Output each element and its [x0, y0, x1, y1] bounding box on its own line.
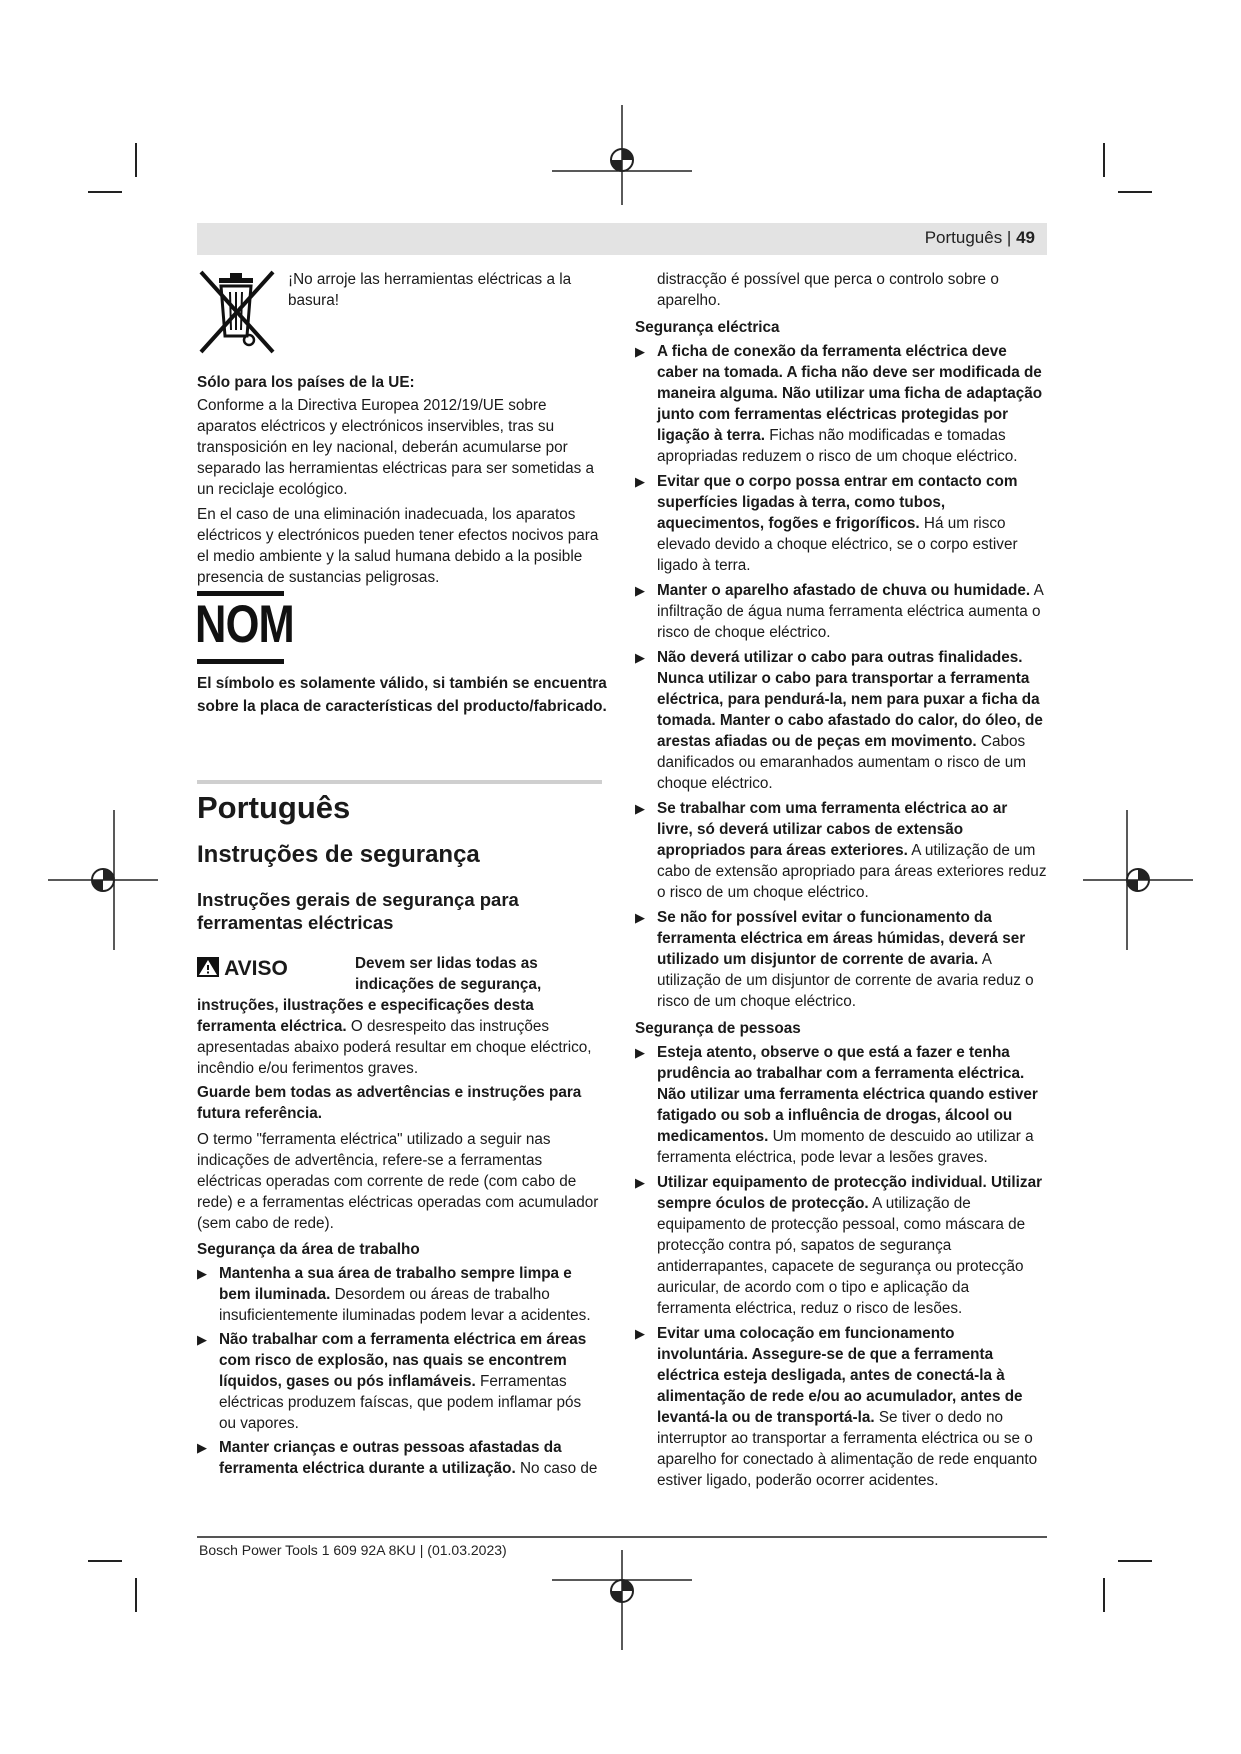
- bullet-text: A infiltração de água numa ferramenta eléctrica aumenta o risco de choque eléctrico.: [657, 582, 1043, 641]
- footer-text: Bosch Power Tools 1 609 92A 8KU | (01.03.2023): [199, 1542, 507, 1558]
- section-divider: [197, 780, 602, 784]
- bullet-arrow-icon: ▶: [635, 1326, 645, 1341]
- bullet-bold: Manter crianças e outras pessoas afastadas da ferramenta eléctrica durante a utilização.: [219, 1439, 562, 1477]
- bullet-arrow-icon: ▶: [635, 910, 645, 925]
- warning-bold-1: Devem ser lidas todas as indicações de segurança,: [355, 955, 542, 993]
- electrical-bullet-6: [635, 907, 1047, 1012]
- bullet-arrow-icon: ▶: [635, 650, 645, 665]
- bullet-bold: Se trabalhar com uma ferramenta eléctrica ao ar livre, só deverá utilizar cabos de extensão apropriados para áreas exteriores.: [657, 800, 1008, 859]
- electrical-bullet-1: [635, 341, 1047, 467]
- eu-paragraph-1: Conforme a la Directiva Europea 2012/19/UE sobre aparatos eléctricos y electrónicos inservibles, tras su transposición en ley nacional, deberán acumularse por separado las herramientas eléctricas para ser sometidas a un reciclaje ecológico.: [197, 397, 595, 498]
- bullet-bold: Utilizar equipamento de protecção individual. Utilizar sempre óculos de protecção.: [657, 1174, 1043, 1212]
- crop-mark-bottom-left-h: [88, 1560, 122, 1562]
- electrical-heading: Segurança eléctrica: [635, 319, 780, 336]
- electrical-bullet-4: [635, 647, 1047, 794]
- work-area-bullet-1: [197, 1263, 602, 1326]
- bullet-arrow-icon: ▶: [635, 583, 645, 598]
- warning-paragraph: [197, 995, 602, 1079]
- bullet-text: Se tiver o dedo no interruptor ao transportar a ferramenta eléctrica ou se o aparelho for conectado à alimentação de rede enquanto estiver ligado, poderão ocorrer acidentes.: [657, 1409, 1038, 1489]
- bullet-text: A utilização de um cabo de extensão apropriado para áreas exteriores reduz o risco de um choque eléctrico.: [657, 842, 1047, 901]
- crop-mark-top-right-h: [1118, 191, 1152, 193]
- bullet-bold: Manter o aparelho afastado de chuva ou humidade.: [657, 582, 1031, 599]
- left-column-eu-block: [197, 372, 602, 588]
- bullet-bold: Mantenha a sua área de trabalho sempre limpa e bem iluminada.: [219, 1265, 572, 1303]
- nom-logo-text: NOM: [195, 595, 294, 654]
- crop-mark-top-left-h: [88, 191, 122, 193]
- warning-label-text: AVISO: [224, 957, 288, 980]
- weee-text: ¡No arroje las herramientas eléctricas a la basura!: [288, 271, 572, 309]
- work-area-bullet-2: [197, 1329, 602, 1434]
- bullet-bold: Esteja atento, observe o que está a fazer e tenha prudência ao trabalhar com a ferramenta eléctrica. Não utilizar uma ferramenta eléctrica quando estiver fatigado ou sob a influência de drogas, álcool ou medicamentos.: [657, 1044, 1038, 1145]
- registration-mark-left-icon: [48, 810, 158, 950]
- bullet-arrow-icon: ▶: [635, 474, 645, 489]
- nom-note: El símbolo es solamente válido, si también se encuentra sobre la placa de características del producto/fabricado.: [197, 675, 607, 715]
- weee-crossed-bin-icon: [197, 268, 279, 358]
- portuguese-title: Português: [197, 790, 351, 825]
- keep-instructions: Guarde bem todas as advertências e instruções para futura referência.: [197, 1084, 582, 1122]
- right-column: [635, 269, 1047, 1491]
- registration-mark-top-icon: [552, 105, 692, 205]
- bullet-arrow-icon: ▶: [197, 1266, 207, 1281]
- page-number: 49: [1016, 228, 1035, 247]
- footer-rule: [197, 1536, 1047, 1538]
- bullet-text: Há um risco elevado devido a choque eléctrico, se o corpo estiver ligado à terra.: [657, 515, 1018, 574]
- work-area-heading: Segurança da área de trabalho: [197, 1241, 420, 1258]
- warning-text: O desrespeito das instruções apresentadas abaixo poderá resultar em choque eléctrico, incêndio e/ou ferimentos graves.: [197, 1018, 592, 1077]
- warning-triangle-icon: [197, 957, 219, 977]
- crop-mark-bottom-right-v: [1103, 1578, 1105, 1612]
- eu-paragraph-2: En el caso de una eliminación inadecuada, los aparatos eléctricos y electrónicos pueden tener efectos nocivos para el medio ambiente y la salud humana debido a la posible presencia de sustancias peligrosas.: [197, 506, 599, 586]
- bullet-bold: Se não for possível evitar o funcionamento da ferramenta eléctrica em áreas húmidas, deverá ser utilizado um disjuntor de corrente de avaria.: [657, 909, 1026, 968]
- bullet-arrow-icon: ▶: [635, 344, 645, 359]
- electrical-bullet-5: [635, 798, 1047, 903]
- bullet-text: Cabos danificados ou emaranhados aumentam o risco de um choque eléctrico.: [657, 733, 1027, 792]
- bullet-arrow-icon: ▶: [635, 1045, 645, 1060]
- header-language: Português: [924, 228, 1003, 247]
- header-label: [925, 228, 1035, 248]
- persons-heading: Segurança de pessoas: [635, 1020, 801, 1037]
- crop-mark-bottom-left-v: [135, 1578, 137, 1612]
- crop-mark-top-right-v: [1103, 143, 1105, 177]
- page-header: [197, 223, 1047, 255]
- registration-mark-bottom-icon: [552, 1550, 692, 1650]
- electrical-bullet-2: [635, 471, 1047, 576]
- bullet-text: Ferramentas eléctricas produzem faíscas, que podem inflamar pós ou vapores.: [219, 1373, 582, 1432]
- bullet-text: No caso de: [519, 1460, 598, 1477]
- nom-logo: [195, 591, 294, 666]
- general-safety-subtitle: Instruções gerais de segurança para ferramentas eléctricas: [197, 889, 519, 933]
- bullet-arrow-icon: ▶: [197, 1440, 207, 1455]
- persons-bullet-3: [635, 1323, 1047, 1491]
- safety-section-title: Instruções de segurança: [197, 841, 480, 868]
- bullet-text: A utilização de um disjuntor de corrente de avaria reduz o risco de um choque eléctrico.: [657, 951, 1034, 1010]
- bullet-text: A utilização de equipamento de protecção pessoal, como máscara de protecção contra pó, sapatos de segurança antiderrapantes, capacete de segurança ou protecção auricular, de acordo com o tipo e aplicação da ferramenta eléctrica, reduz o risco de lesões.: [657, 1195, 1026, 1317]
- bullet-text: Fichas não modificadas e tomadas apropriadas reduzem o risco de um choque eléctrico.: [657, 427, 1018, 465]
- bullet-arrow-icon: ▶: [635, 801, 645, 816]
- eu-heading: Sólo para los países de la UE:: [197, 374, 415, 391]
- bullet-text: Um momento de descuido ao utilizar a ferramenta eléctrica, pode levar a lesões graves.: [657, 1128, 1034, 1166]
- crop-mark-bottom-right-h: [1118, 1560, 1152, 1562]
- term-paragraph: O termo "ferramenta eléctrica" utilizado a seguir nas indicações de advertência, refere-se a ferramentas eléctricas operadas com corrente de rede (com cabo de rede) e a ferramentas eléctricas operadas com acumulador (sem cabo de rede).: [197, 1131, 599, 1232]
- bullet-bold: Não deverá utilizar o cabo para outras finalidades. Nunca utilizar o cabo para transportar a ferramenta eléctrica, para pendurá-la, nem para puxar a ficha da tomada. Manter o cabo afastado do calor, do óleo, de arestas afiadas ou de peças em movimento.: [657, 649, 1043, 750]
- persons-bullet-2: [635, 1172, 1047, 1319]
- portuguese-intro: [197, 790, 607, 934]
- warning-bold-2: instruções, ilustrações e especificações desta ferramenta eléctrica.: [197, 997, 534, 1035]
- bullet-text: Desordem ou áreas de trabalho insuficientemente iluminadas podem levar a acidentes.: [219, 1286, 591, 1324]
- bullet-bold: Evitar uma colocação em funcionamento involuntária. Assegure-se de que a ferramenta eléctrica esteja desligada, antes de conectá-la à alimentação de rede e/ou ao acumulador, antes de levantá-la ou de transportá-la.: [657, 1325, 1023, 1426]
- warning-body: [197, 995, 602, 1479]
- bullet-bold: Evitar que o corpo possa entrar em contacto com superfícies ligadas à terra, como tubos, aquecimentos, fogões e frigoríficos.: [657, 473, 1018, 532]
- bullet-arrow-icon: ▶: [635, 1175, 645, 1190]
- registration-mark-right-icon: [1083, 810, 1193, 950]
- persons-bullet-1: [635, 1042, 1047, 1168]
- warning-label: [197, 956, 288, 982]
- work-area-bullet-3: [197, 1437, 602, 1479]
- header-separator: |: [1002, 228, 1017, 247]
- crop-mark-top-left-v: [135, 143, 137, 177]
- bullet-bold: Não trabalhar com a ferramenta eléctrica em áreas com risco de explosão, nas quais se encontrem líquidos, gases ou pós inflamáveis.: [219, 1331, 587, 1390]
- bullet-bold: A ficha de conexão da ferramenta eléctrica deve caber na tomada. A ficha não deve ser modificada de maneira alguma. Não utilizar uma ficha de adaptação junto com ferramentas eléctricas protegidas por ligação à terra.: [657, 343, 1043, 444]
- bullet-arrow-icon: ▶: [197, 1332, 207, 1347]
- electrical-bullet-3: [635, 580, 1047, 643]
- continuation-text: distracção é possível que perca o controlo sobre o aparelho.: [657, 271, 999, 309]
